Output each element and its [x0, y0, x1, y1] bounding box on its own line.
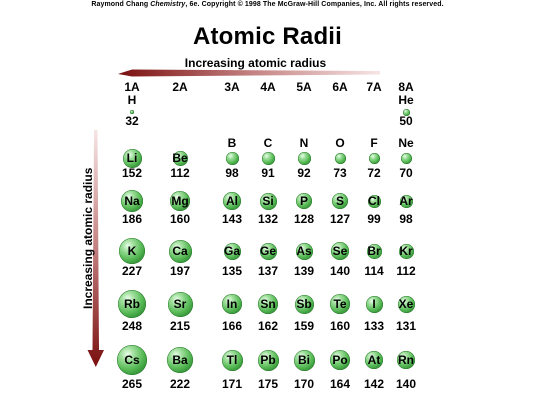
element-symbol-h: H [127, 93, 137, 107]
atomic-radius-se: 140 [329, 264, 351, 278]
atomic-radius-sr: 215 [169, 319, 191, 333]
atomic-radius-te: 160 [329, 319, 351, 333]
element-symbol-as: As [296, 243, 312, 258]
atomic-radius-ar: 98 [399, 212, 413, 226]
element-symbol-po: Po [332, 352, 348, 367]
element-symbol-in: In [226, 296, 238, 311]
atomic-radius-rb: 248 [121, 319, 143, 333]
atomic-radius-s: 127 [329, 212, 351, 226]
group-label-1a: 1A [124, 80, 140, 94]
atom-sphere-f [369, 153, 380, 164]
atomic-radius-b: 98 [225, 166, 239, 180]
element-symbol-s: S [335, 193, 344, 208]
element-symbol-cs: Cs [124, 352, 140, 367]
element-symbol-ne: Ne [398, 136, 414, 150]
atomic-radius-p: 128 [293, 212, 315, 226]
atomic-radius-cl: 99 [367, 212, 381, 226]
element-symbol-b: B [227, 136, 237, 150]
copyright-author: Raymond Chang [91, 1, 149, 8]
element-symbol-te: Te [333, 296, 347, 311]
element-symbol-i: I [372, 296, 376, 311]
vertical-arrow-label: Increasing atomic radius [81, 167, 95, 309]
atomic-radius-xe: 131 [395, 319, 417, 333]
copyright-rest: , 6e. Copyright © 1998 The McGraw-Hill Companies, Inc. All rights reserved. [185, 1, 444, 8]
group-label-6a: 6A [332, 80, 348, 94]
atom-sphere-c [262, 152, 275, 165]
element-symbol-cl: Cl [368, 193, 380, 208]
atomic-radius-f: 72 [367, 166, 381, 180]
atomic-radius-sb: 159 [293, 319, 315, 333]
element-symbol-p: P [299, 193, 308, 208]
atomic-radius-ga: 135 [221, 264, 243, 278]
element-symbol-rn: Rn [398, 352, 414, 367]
group-label-5a: 5A [296, 80, 312, 94]
atomic-radius-br: 114 [364, 264, 384, 278]
atomic-radius-ne: 70 [399, 166, 413, 180]
group-label-7a: 7A [366, 80, 382, 94]
atomic-radius-o: 73 [333, 166, 347, 180]
copyright-book: Chemistry [150, 1, 186, 8]
atom-sphere-o [335, 153, 346, 164]
element-symbol-rb: Rb [124, 296, 140, 311]
atom-sphere-b [226, 152, 239, 165]
element-symbol-br: Br [367, 243, 381, 258]
horizontal-arrow-label: Increasing atomic radius [184, 56, 327, 70]
element-symbol-na: Na [124, 193, 140, 208]
element-symbol-be: Be [172, 150, 188, 165]
atomic-radius-po: 164 [329, 377, 351, 391]
atomic-radius-al: 143 [221, 212, 243, 226]
element-symbol-sn: Sn [260, 296, 276, 311]
atomic-radius-na: 186 [121, 212, 143, 226]
element-symbol-ge: Ge [259, 243, 276, 258]
element-symbol-si: Si [262, 193, 274, 208]
atomic-radius-ca: 197 [169, 264, 191, 278]
atomic-radius-h: 32 [125, 114, 139, 128]
atomic-radius-cs: 265 [121, 377, 143, 391]
element-symbol-ca: Ca [172, 243, 188, 258]
element-symbol-kr: Kr [399, 243, 413, 258]
element-symbol-tl: Tl [226, 352, 238, 367]
atomic-radius-in: 166 [221, 319, 243, 333]
element-symbol-se: Se [332, 243, 348, 258]
atomic-radius-si: 132 [257, 212, 279, 226]
element-symbol-li: Li [126, 150, 138, 165]
group-label-4a: 4A [260, 80, 276, 94]
element-symbol-al: Al [226, 193, 238, 208]
atomic-radius-bi: 170 [293, 377, 315, 391]
atomic-radius-li: 152 [121, 166, 143, 180]
element-symbol-c: C [263, 136, 273, 150]
element-symbol-ar: Ar [399, 193, 413, 208]
group-label-3a: 3A [224, 80, 240, 94]
element-symbol-bi: Bi [298, 352, 310, 367]
page-title: Atomic Radii [192, 23, 343, 50]
atom-sphere-n [298, 152, 311, 165]
element-symbol-mg: Mg [171, 193, 189, 208]
atomic-radius-tl: 171 [221, 377, 243, 391]
atomic-radius-sn: 162 [257, 319, 279, 333]
group-label-2a: 2A [172, 80, 188, 94]
horizontal-arrow [118, 70, 380, 77]
atomic-radius-at: 142 [363, 377, 385, 391]
element-symbol-ga: Ga [223, 243, 240, 258]
element-symbol-pb: Pb [260, 352, 276, 367]
atomic-radius-k: 227 [121, 264, 143, 278]
element-symbol-xe: Xe [398, 296, 414, 311]
element-symbol-k: K [127, 243, 137, 258]
atomic-radius-pb: 175 [257, 377, 279, 391]
element-symbol-sr: Sr [173, 296, 187, 311]
atomic-radius-kr: 112 [396, 264, 416, 278]
atomic-radius-ge: 137 [257, 264, 279, 278]
atomic-radius-mg: 160 [169, 212, 191, 226]
atomic-radius-be: 112 [170, 166, 190, 180]
element-symbol-at: At [367, 352, 381, 367]
element-symbol-sb: Sb [296, 296, 312, 311]
element-symbol-o: O [335, 136, 345, 150]
element-symbol-he: He [398, 93, 414, 107]
atom-sphere-ne [401, 153, 412, 164]
atomic-radius-rn: 140 [395, 377, 417, 391]
atomic-radius-as: 139 [293, 264, 315, 278]
atomic-radius-i: 133 [363, 319, 385, 333]
atomic-radius-n: 92 [297, 166, 311, 180]
group-label-8a: 8A [398, 80, 414, 94]
atomic-radius-c: 91 [261, 166, 275, 180]
atomic-radius-ba: 222 [169, 377, 191, 391]
element-symbol-n: N [299, 136, 309, 150]
element-symbol-ba: Ba [172, 352, 188, 367]
element-symbol-f: F [370, 136, 378, 150]
atomic-radius-he: 50 [399, 114, 413, 128]
